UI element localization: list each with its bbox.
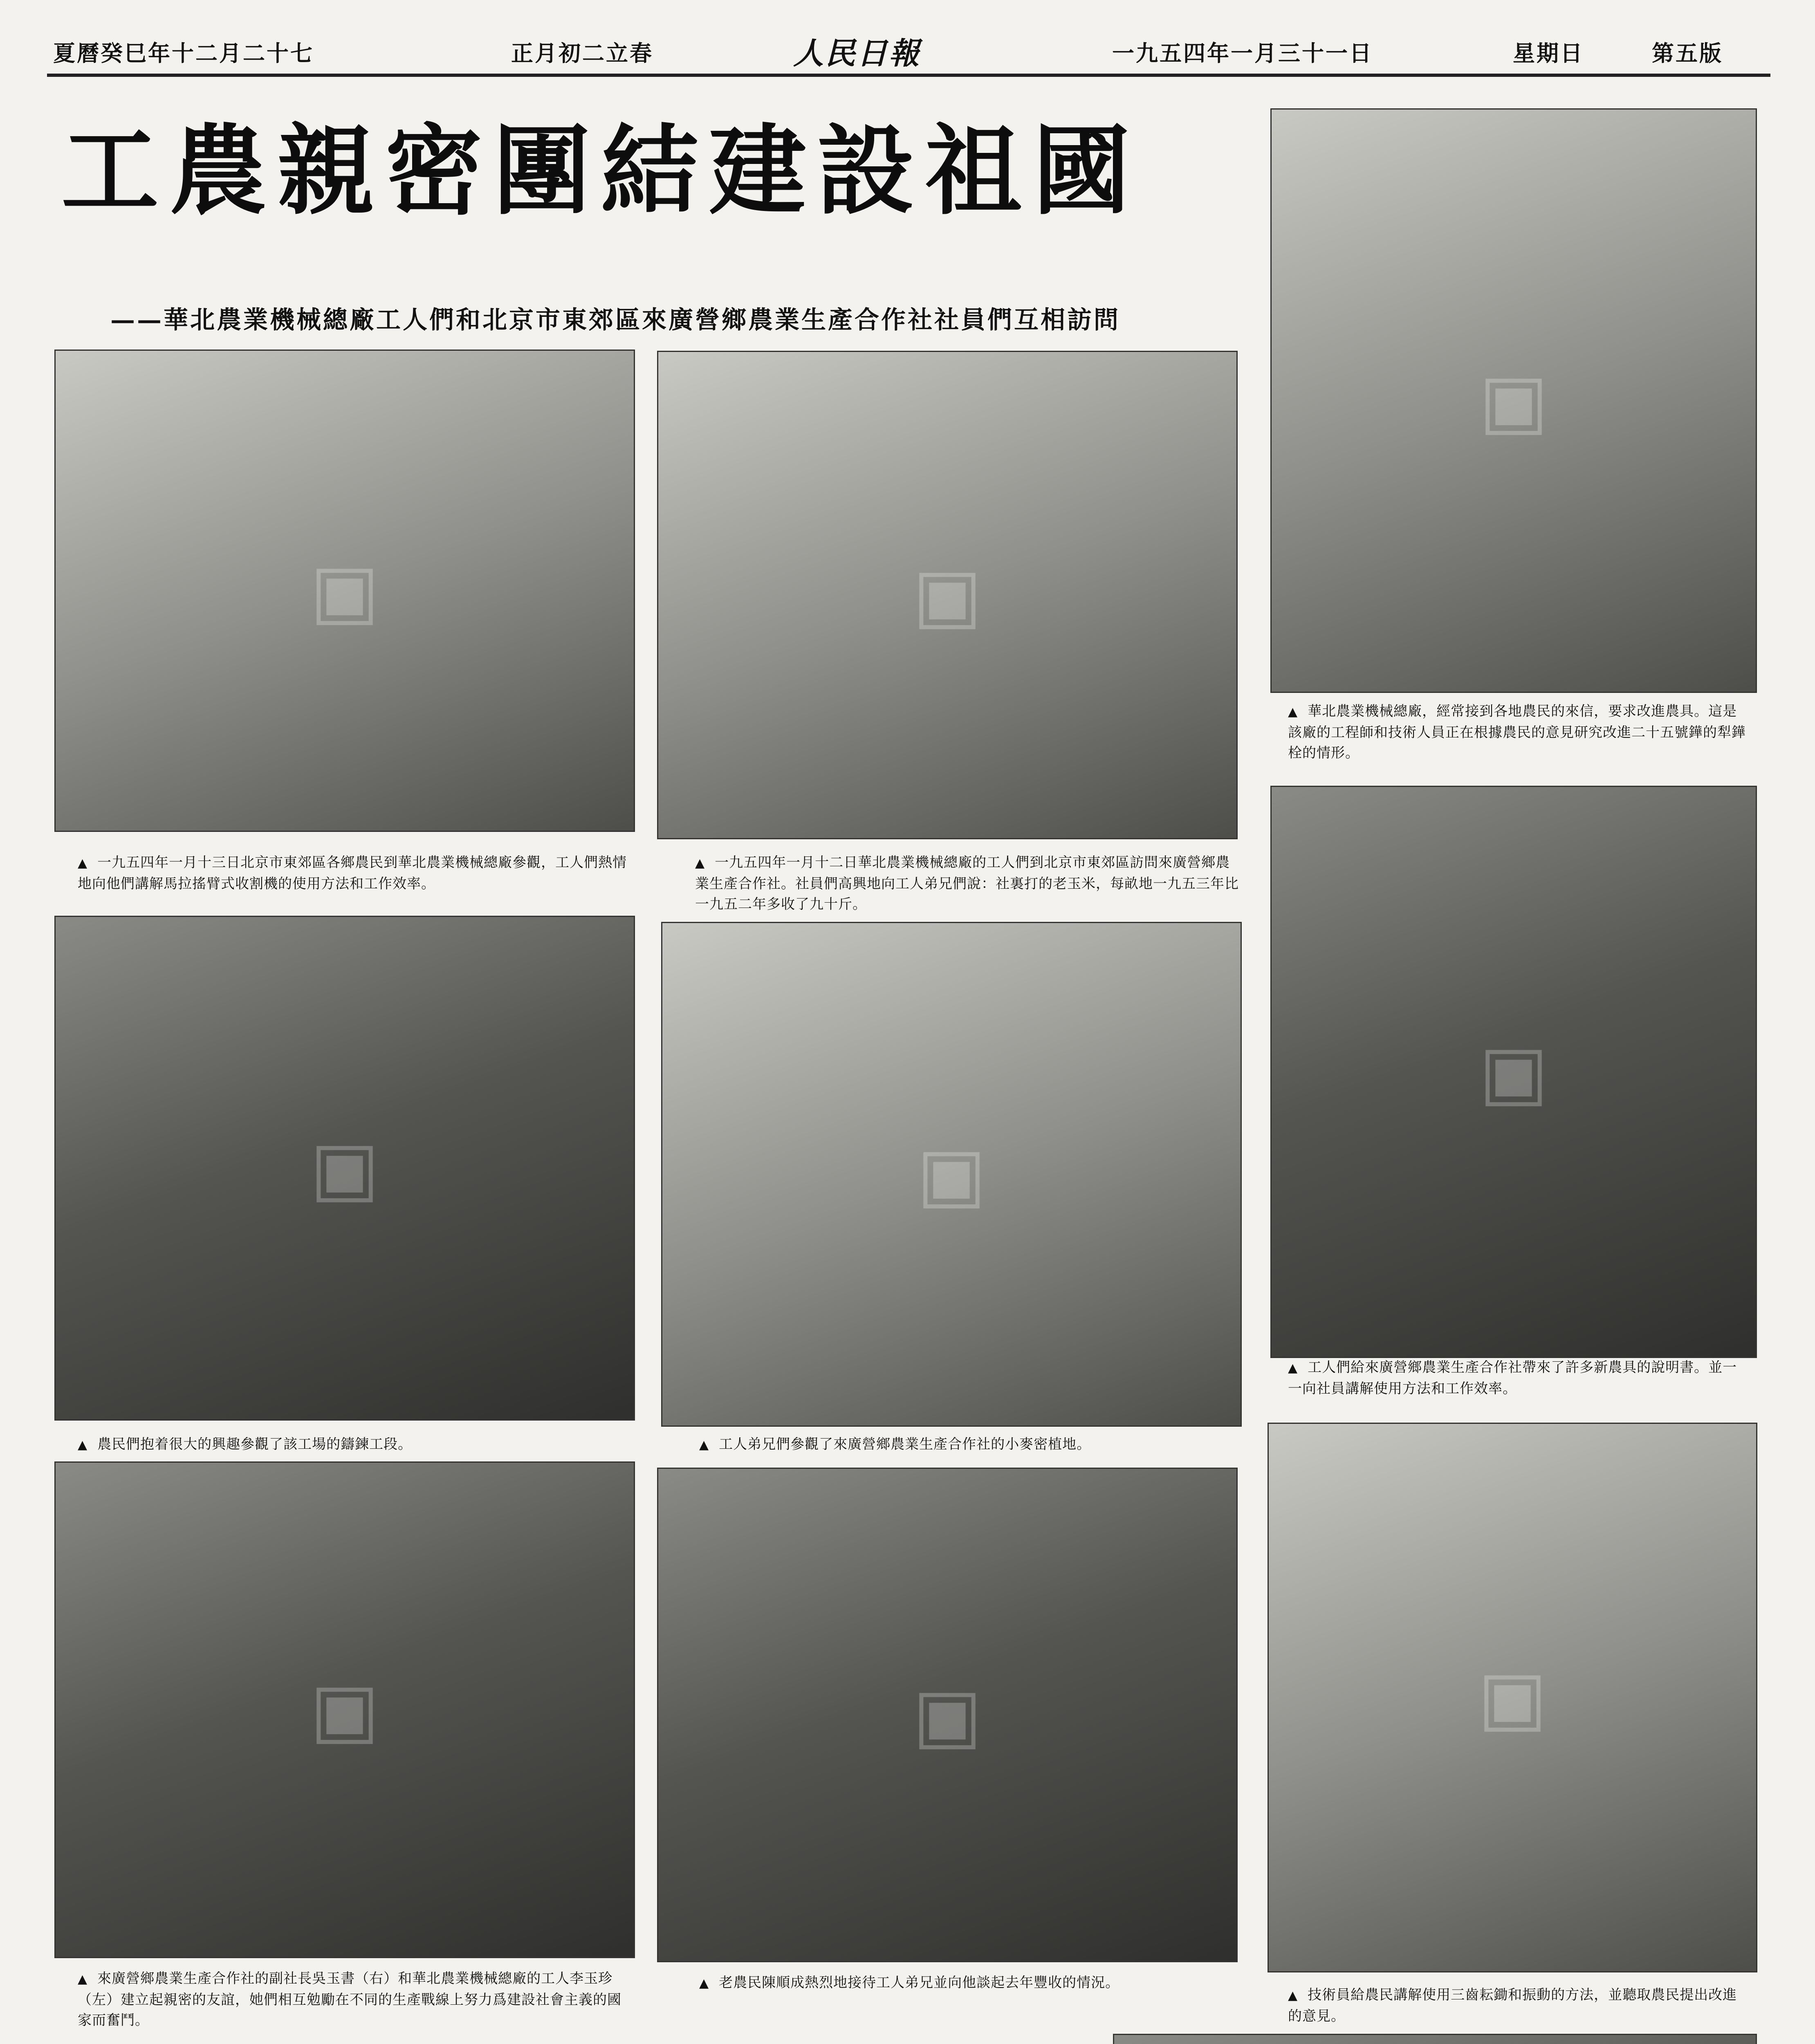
weekday: 星期日 [1513,40,1584,66]
triangle-icon: ▲ [78,1972,88,1986]
triangle-icon: ▲ [78,856,88,870]
photo-wheat-field [661,922,1242,1427]
photo-technician-demo [1268,1423,1757,1972]
photo-icon: ▣ [1478,1029,1549,1115]
photo-old-farmer [657,1468,1238,1962]
photo-icon: ▣ [1477,1655,1548,1740]
caption-1: ▲ 一九五四年一月十三日北京市東郊區各鄉農民到華北農業機械總廠參觀，工人們熱情地向他們講解馬拉搖臂式收割機的使用方法和工作效率。 [78,854,627,892]
page-number: 第五版 [1652,40,1723,66]
photo-friendship [54,1461,635,1958]
solar-term: 正月初二立春 [511,40,653,66]
photo-icon: ▣ [1478,358,1549,444]
triangle-icon: ▲ [1288,705,1298,719]
photo-icon: ▣ [310,1667,380,1753]
photo-icon: ▣ [912,552,983,638]
photo-icon: ▣ [310,1125,380,1211]
photo-icon: ▣ [916,1132,987,1217]
triangle-icon: ▲ [695,856,705,870]
photo-casting-section [54,916,635,1421]
photo-farmers-visit-factory [54,350,635,832]
caption-8: ▲ 老農民陳順成熱烈地接待工人弟兄並向他談起去年豐收的情況。 [699,1975,1120,1991]
triangle-icon: ▲ [699,1976,709,1990]
triangle-icon: ▲ [699,1438,709,1452]
photo-workers-visit-coop [657,351,1238,839]
page-subtitle: ——華北農業機械總廠工人們和北京市東郊區來廣營鄉農業生產合作社社員們互相訪問 [110,306,1120,334]
caption-3: ▲ 華北農業機械總廠，經常接到各地農民的來信，要求改進農具。這是該廠的工程師和技術人員正在根據農民的意見研究改進二十五號鏵的犁鏵栓的情形。 [1288,703,1746,761]
caption-9: ▲ 技術員給農民講解使用三齒耘鋤和振動的方法，並聽取農民提出改進的意見。 [1288,1987,1737,2024]
photo-tool-manuals [1270,786,1757,1358]
caption-4: ▲ 農民們抱着很大的興趣參觀了該工場的鑄鍊工段。 [78,1436,413,1452]
paper-name: 人民日報 [793,36,921,71]
photo-supply-station [1113,2034,1757,2044]
photo-engineers-research [1270,108,1757,693]
lunar-date: 夏曆癸巳年十二月二十七 [53,40,314,66]
caption-6: ▲ 工人們給來廣營鄉農業生產合作社帶來了許多新農具的說明書。並一一向社員講解使用方法和工作效率。 [1288,1359,1737,1397]
triangle-icon: ▲ [78,1438,88,1452]
photo-icon: ▣ [310,548,380,634]
issue-date: 一九五四年一月三十一日 [1112,40,1373,66]
caption-7: ▲ 來廣營鄉農業生產合作社的副社長吳玉書（右）和華北農業機械總廠的工人李玉珍（左）建立起親密的友誼，她們相互勉勵在不同的生產戰線上努力爲建設社會主義的國家而奮鬥。 [78,1970,621,2028]
photo-icon: ▣ [912,1672,983,1758]
triangle-icon: ▲ [1288,1361,1298,1375]
caption-2: ▲ 一九五四年一月十二日華北農業機械總廠的工人們到北京市東郊區訪問來廣營鄉農業生產合作社。社員們高興地向工人弟兄們說：社裏打的老玉米，每畝地一九五三年比一九五二年多收了九十斤。 [695,854,1239,912]
masthead-rule [47,74,1770,77]
caption-5: ▲ 工人弟兄們參觀了來廣營鄉農業生產合作社的小麥密植地。 [699,1436,1091,1452]
triangle-icon: ▲ [1288,1988,1298,2003]
page-title: 工農親密團結建設祖國 [61,114,1141,228]
